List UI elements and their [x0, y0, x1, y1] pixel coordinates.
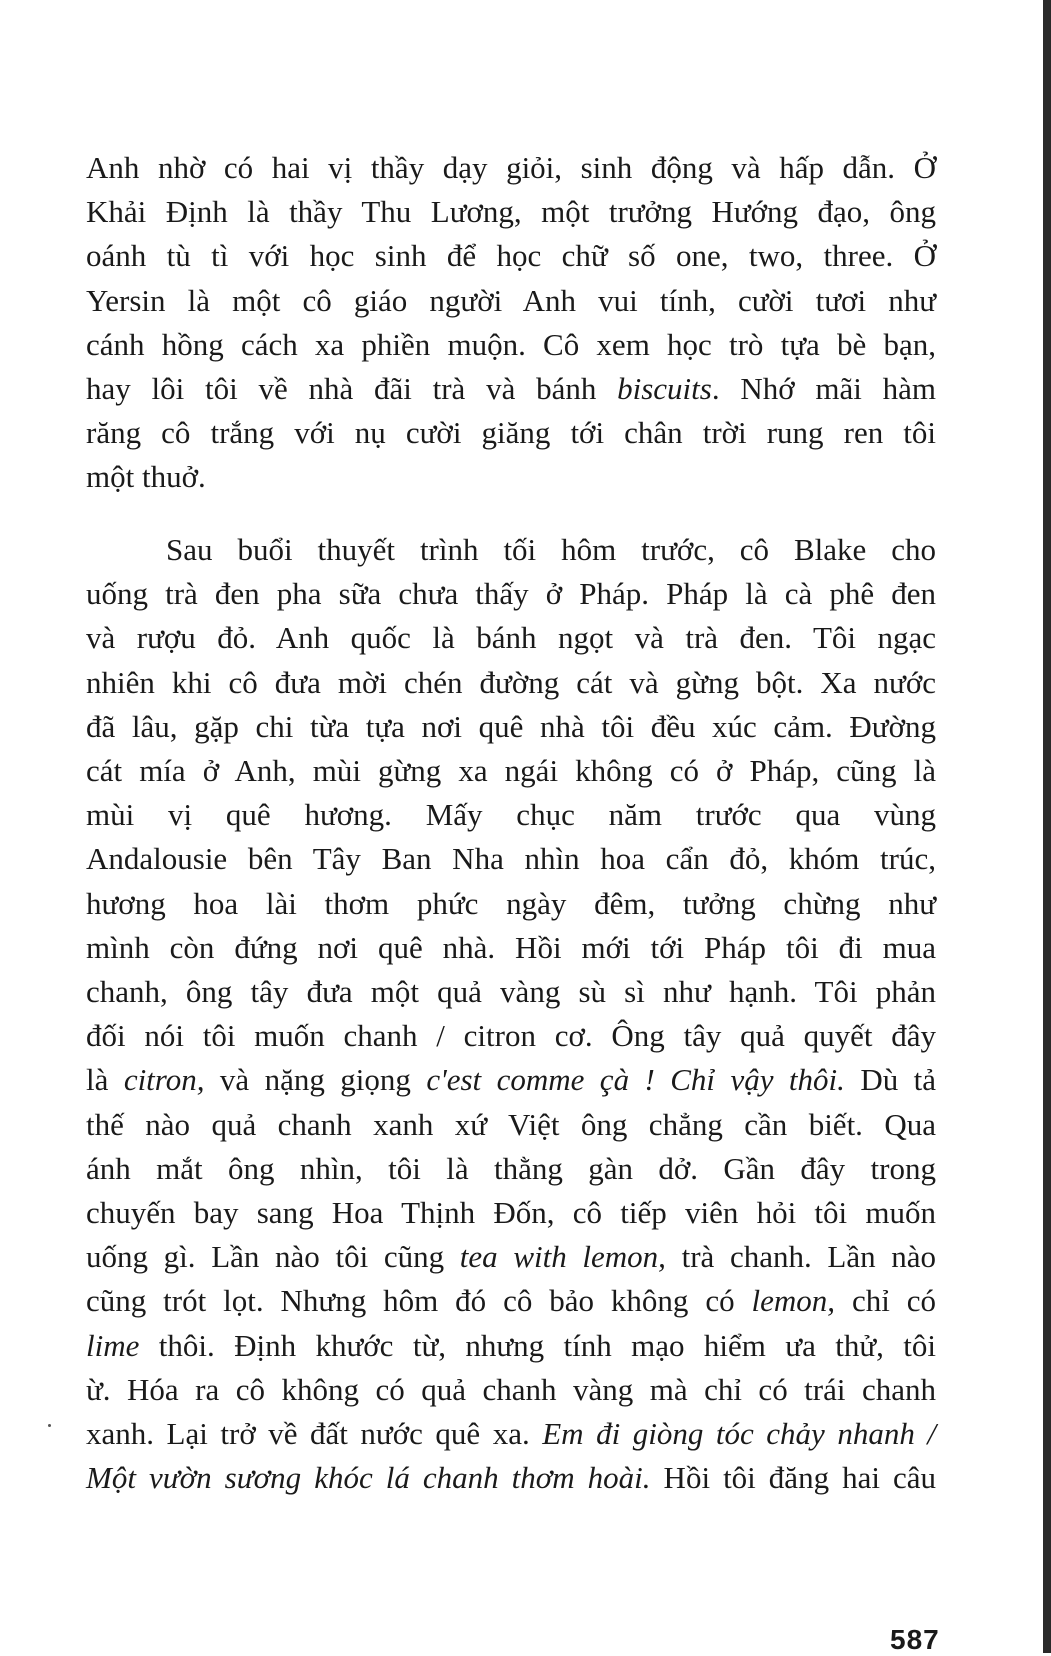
text-line — [86, 572, 936, 616]
text-line — [86, 411, 936, 455]
text-line — [86, 1103, 936, 1147]
text-line — [86, 367, 936, 411]
text-run: uống trà đen pha sữa chưa thấy ở Pháp. Pháp là cà phê đen — [86, 576, 936, 612]
text-line — [86, 793, 936, 837]
text-run: hương hoa lài thơm phức ngày đêm, tưởng chừng như — [86, 885, 936, 921]
text-run: uống gì. Lần nào tôi cũng — [86, 1239, 460, 1275]
text-run: răng cô trắng với nụ cười giăng tới chân trời rung ren tôi — [86, 415, 936, 451]
paragraph-2 — [86, 528, 936, 1500]
text-line — [86, 279, 936, 323]
text-line — [86, 323, 936, 367]
text-line — [86, 616, 936, 660]
text-line — [86, 455, 936, 499]
scan-speck — [48, 1424, 51, 1427]
text-line — [86, 705, 936, 749]
text-run: trà chanh. Lần nào — [665, 1239, 936, 1275]
text-run: Dù tả — [844, 1062, 937, 1098]
text-line — [86, 661, 936, 705]
text-run: thôi. Định khước từ, nhưng tính mạo hiểm ưa thử, tôi — [139, 1327, 936, 1363]
text-line — [86, 1235, 936, 1279]
text-run: ừ. Hóa ra cô không có quả chanh vàng mà chỉ có trái chanh — [86, 1371, 936, 1407]
text-line — [86, 1412, 936, 1456]
text-run: Yersin là một cô giáo người Anh vui tính, cười tươi như — [86, 282, 936, 318]
text-run: Andalousie bên Tây Ban Nha nhìn hoa cẩn đỏ, khóm trúc, — [86, 841, 936, 877]
text-line — [86, 837, 936, 881]
text-run: và nặng giọng — [204, 1062, 427, 1098]
text-run: đã lâu, gặp chi từa tựa nơi quê nhà tôi đều xúc cảm. Đường — [86, 708, 936, 744]
text-line — [86, 1058, 936, 1102]
text-line — [86, 234, 936, 278]
text-run: xanh. Lại trở về đất nước quê xa. — [86, 1416, 543, 1452]
text-line — [86, 882, 936, 926]
text-run: ánh mắt ông nhìn, tôi là thằng gàn dở. Gần đây trong — [86, 1150, 936, 1186]
text-run: Khải Định là thầy Thu Lương, một trưởng Hướng đạo, ông — [86, 194, 936, 230]
text-line — [86, 1456, 936, 1500]
text-run: oánh tù tì với học sinh để học chữ số one, two, three. Ở — [86, 238, 936, 274]
text-run: Anh nhờ có hai vị thầy dạy giỏi, sinh động và hấp dẫn. Ở — [86, 150, 936, 185]
text-line — [86, 970, 936, 1014]
italic-text: c'est comme çà ! Chỉ vậy thôi. — [426, 1062, 845, 1098]
italic-text: citron, — [123, 1062, 205, 1098]
text-run: cát mía ở Anh, mùi gừng xa ngái không có ở Pháp, cũng là — [86, 753, 936, 789]
text-run: mình còn đứng nơi quê nhà. Hồi mới tới Pháp tôi đi mua — [86, 929, 936, 965]
text-line — [86, 1324, 936, 1368]
text-line — [86, 926, 936, 970]
text-run: Sau buổi thuyết trình tối hôm trước, cô Blake cho — [166, 532, 936, 567]
text-line — [86, 1191, 936, 1235]
text-line — [86, 1368, 936, 1412]
text-run: chuyến bay sang Hoa Thịnh Đốn, cô tiếp viên hỏi tôi muốn — [86, 1195, 936, 1231]
page-number: 587 — [890, 1624, 940, 1655]
italic-text: lime — [86, 1327, 140, 1363]
text-line — [86, 528, 936, 572]
text-line — [86, 190, 936, 234]
italic-text: tea with lemon, — [459, 1239, 666, 1275]
text-run: mùi vị quê hương. Mấy chục năm trước qua vùng — [86, 797, 936, 833]
italic-text: Một vườn sương khóc lá chanh thơm hoài. — [86, 1460, 651, 1496]
text-line — [86, 1014, 936, 1058]
text-run: hay lôi tôi về nhà đãi trà và bánh — [86, 371, 618, 407]
text-line — [86, 749, 936, 793]
text-run: Hồi tôi đăng hai câu — [650, 1460, 936, 1496]
text-run: cánh hồng cách xa phiền muộn. Cô xem học trò tựa bè bạn, — [86, 326, 936, 362]
text-run: cũng trót lọt. Nhưng hôm đó cô bảo không có — [86, 1283, 752, 1319]
text-run: chỉ có — [835, 1283, 936, 1319]
text-run: là — [86, 1062, 124, 1098]
text-run: thế nào quả chanh xanh xứ Việt ông chẳng cần biết. Qua — [86, 1106, 936, 1142]
text-run: đối nói tôi muốn chanh / citron cơ. Ông tây quả quyết đây — [86, 1018, 936, 1054]
italic-text: lemon, — [751, 1283, 836, 1319]
scan-edge-shadow — [1043, 0, 1051, 1653]
text-run: . Nhớ mãi hàm — [711, 371, 936, 407]
italic-text: Em đi giòng tóc chảy nhanh / — [542, 1416, 936, 1452]
text-line — [86, 1147, 936, 1191]
text-line — [86, 1279, 936, 1323]
text-run: chanh, ông tây đưa một quả vàng sù sì như hạnh. Tôi phản — [86, 974, 936, 1010]
text-run: nhiên khi cô đưa mời chén đường cát và gừng bột. Xa nước — [86, 664, 936, 700]
italic-text: biscuits — [617, 371, 712, 407]
text-run: một thuở. — [86, 459, 206, 495]
paragraph-1 — [86, 146, 936, 500]
text-run: và rượu đỏ. Anh quốc là bánh ngọt và trà đen. Tôi ngạc — [86, 620, 936, 656]
text-line — [86, 146, 936, 190]
